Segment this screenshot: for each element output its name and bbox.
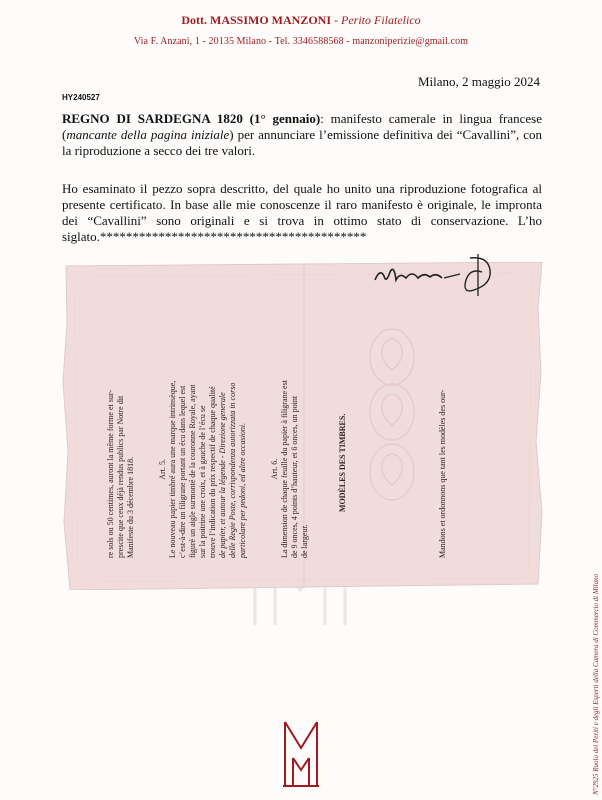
expert-name: Dott. MASSIMO MANZONI bbox=[181, 13, 331, 27]
item-text-b: ) per annunciare l’emissione definitiva dei “Cavallini”, con la riproduzione a secco dei tre valori. bbox=[62, 127, 542, 158]
item-title: REGNO DI SARDEGNA 1820 (1° gennaio) bbox=[62, 111, 321, 126]
document-column-2 bbox=[158, 381, 248, 558]
expert-opinion: Ho esaminato il pezzo sopra descritto, del quale ho unito una riproduzione fotografica al presente certificato. In base alle mie conoscenze il raro manifesto è originale, le impronta dei “Cavallini” sono originali e si trova in ottimo stato di conservazione. L’ho siglato.***************************************** bbox=[62, 181, 542, 244]
document-line: figuré un aigle surmonté de la couronne Royale, ayant bbox=[188, 384, 197, 558]
item-italic-note: mancante della pagina iniziale bbox=[66, 127, 230, 142]
expert-address: Via F. Anzani, 1 - 20135 Milano - Tel. 3346588568 - manzoniperizie@gmail.com bbox=[133, 36, 469, 47]
expert-registration-note: N°2925 Ruolo dei Periti e degli Esperti della Camera di Commercio di Milano bbox=[592, 573, 600, 795]
item-text-a: : manifesto camerale in lingua francese ( bbox=[62, 111, 542, 142]
document-line: re sols ou 50 centimes, auront la même forme et sur- bbox=[106, 389, 115, 558]
document-column-1 bbox=[106, 390, 136, 558]
document-line: c’est-à-dire un filigrane portant un écu dans lequel est bbox=[178, 385, 187, 558]
expert-monogram-logo-icon bbox=[281, 718, 321, 790]
expert-header bbox=[0, 13, 602, 28]
handwritten-signature-icon bbox=[370, 250, 505, 300]
certificate-reference: HY240527 bbox=[62, 93, 100, 102]
document-line: Art. 5. bbox=[158, 459, 167, 480]
document-line: sur la poitrine une croix, et à gauche de l’écu se bbox=[198, 405, 207, 558]
item-description bbox=[62, 111, 542, 159]
document-line: de papier, et autour la légende - Direzione generale bbox=[218, 392, 227, 558]
document-line: Mandons et ordonnons que tant les modèles des our- bbox=[438, 389, 447, 558]
expert-title: Perito Filatelico bbox=[341, 13, 421, 27]
document-line: Le nouveau papier timbré aura une marque intrinsèque, bbox=[168, 380, 177, 558]
document-line: MODÈLES DES TIMBRES. bbox=[338, 413, 347, 512]
document-line: Art. 6. bbox=[270, 458, 279, 480]
document-column-4 bbox=[438, 390, 448, 558]
document-line: Manifeste du 3 décembre 1818. bbox=[126, 456, 135, 558]
document-photo bbox=[62, 262, 546, 590]
document-column-3 bbox=[270, 380, 310, 558]
document-line: trouve l’indication du prix respectif de chaque qualité bbox=[208, 386, 217, 558]
document-line: de largeur. bbox=[300, 524, 309, 558]
document-line: particolare per pedoni, ed altre occasioni. bbox=[238, 422, 247, 558]
document-line: prescite que ceux déjà rendus publics par Notre dit bbox=[116, 395, 125, 558]
document-line: de 9 onces, 4 points d’hauteur, et 6 onces, un point bbox=[290, 395, 299, 558]
document-line: delle Regie Poste, corrispondenza autorizzata in corso bbox=[228, 382, 237, 558]
document-line: La dimension de chaque feuille du papier à filigrane est bbox=[280, 380, 289, 558]
document-models-heading bbox=[338, 414, 348, 512]
header-separator: - bbox=[331, 13, 341, 27]
certificate-date: Milano, 2 maggio 2024 bbox=[417, 74, 540, 89]
